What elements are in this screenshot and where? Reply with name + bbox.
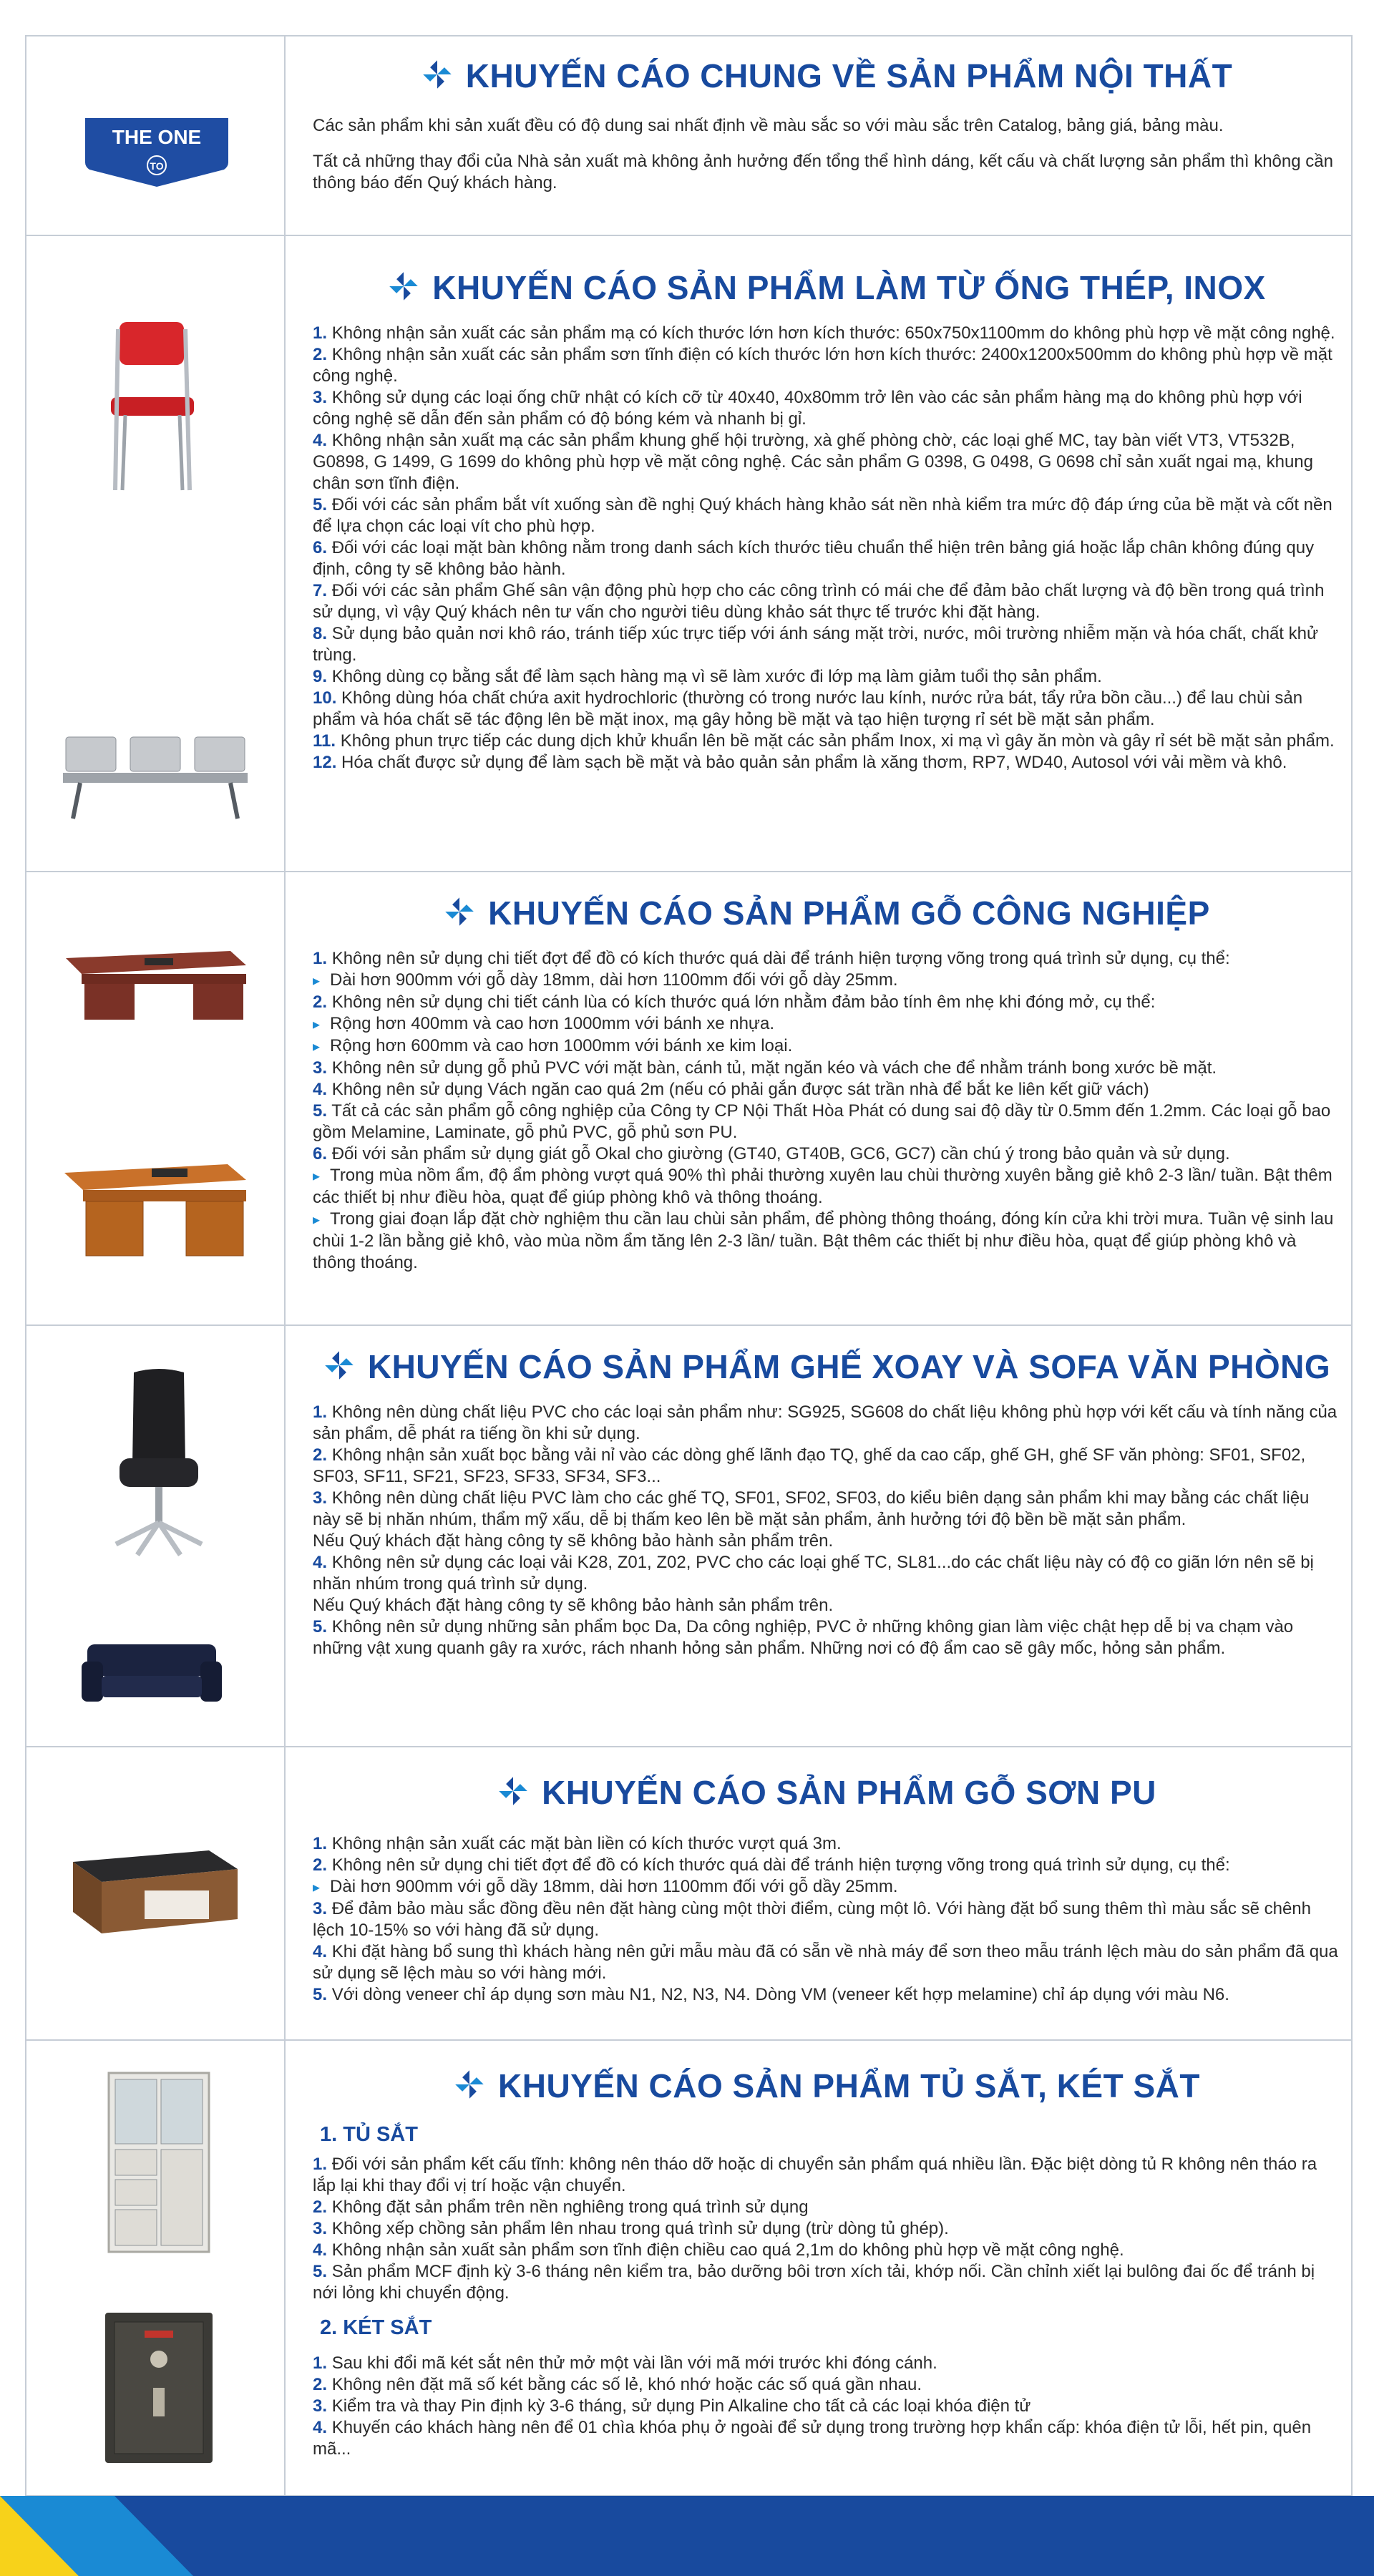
list-subitem: ▸ Rộng hơn 600mm và cao hơn 1000mm với bánh xe kim loại. [313,1036,793,1055]
section-title: KHUYẾN CÁO CHUNG VỀ SẢN PHẨM NỘI THẤT [313,57,1341,95]
pinwheel-icon [444,896,475,927]
list-item: 4. Khi đặt hàng bổ sung thì khách hàng nên gửi mẫu màu đã có sẵn về nhà máy để sơn theo mẫu tránh lệch màu do sản phẩm đã qua sử dụng sẽ lệch màu so với hàng mới. [313,1942,1338,1983]
list-item: 1. Không nên sử dụng chi tiết đợt để đồ có kích thước quá dài để tránh hiện tượng võng trong quá trình sử dụng, cụ thể: [313,949,1230,968]
sofa-image [80,1637,223,1709]
list-subitem: ▸ Dài hơn 900mm với gỗ dầy 18mm, dài hơn 1100mm đối với gỗ dầy 25mm. [313,1877,898,1896]
logo-sub: TO [150,160,164,172]
image-column [26,1326,286,1746]
steel-cabinet-image [105,2069,213,2255]
list-item: 2. Không đặt sản phẩm trên nền nghiêng trong quá trình sử dụng [313,2197,809,2217]
list-item: 4. Không nhận sản xuất sản phẩm sơn tĩnh điện chiều cao quá 2,1m do không phù hợp về mặt công nghệ. [313,2240,1124,2260]
list-item: 7. Đối với các sản phẩm Ghế sân vận động phù hợp cho các công trình có mái che để đảm bảo chất lượng và độ bền trong quá trình sử dụng, vì vậy Quý khách nên tư vấn cho người tiêu dùng khảo sát thực tế trước khi đặt hàng. [313,581,1325,622]
pinwheel-icon [323,1350,355,1381]
section-title: KHUYẾN CÁO SẢN PHẨM TỦ SẮT, KÉT SẮT [313,2067,1341,2105]
image-column [26,36,286,235]
list-item: 11. Không phun trực tiếp các dung dịch khử khuẩn lên bề mặt các sản phẩm Inox, xi mạ vì gây ăn mòn và gây rỉ sét bề mặt sản phẩm. [313,731,1335,751]
image-column [26,1747,286,2039]
note: Nếu Quý khách đặt hàng công ty sẽ không bảo hành sản phẩm trên. [313,1531,834,1551]
list-subitem: ▸ Rộng hơn 400mm và cao hơn 1000mm với bánh xe nhựa. [313,1014,774,1033]
list-item: 1. Sau khi đổi mã két sắt nên thử mở một vài lần với mã mới trước khi đóng cánh. [313,2353,937,2373]
list-item: 9. Không dùng cọ bằng sắt để làm sạch hàng mạ vì sẽ làm xước đi lớp mạ làm giảm tuổi thọ sản phẩm. [313,667,1102,686]
section-title: KHUYẾN CÁO SẢN PHẨM GỖ SƠN PU [313,1773,1341,1812]
list-item: 4. Khuyến cáo khách hàng nên để 01 chìa khóa phụ ở ngoài để sử dụng trong trường hợp khẩn cấp: khóa điện tử lỗi, hết pin, quên mã... [313,2418,1312,2459]
office-desk-image [59,937,252,1023]
section-steel-inox [26,236,1351,872]
list-item: 5. Tất cả các sản phẩm gỗ công nghiệp của Công ty CP Nội Thất Hòa Phát có dung sai độ dầy từ 0.5mm đến 1.2mm. Các loại gỗ bao gồm Melamine, Laminate, gỗ phủ PVC, gỗ phủ sơn PU. [313,1101,1331,1142]
list-item: 5. Sản phẩm MCF định kỳ 3-6 tháng nên kiểm tra, bảo dưỡng bôi trơn xích tải, khớp nối. Cần chỉnh xiết lại bulông đai ốc để tránh bị nới lỏng khi chuyển động. [313,2262,1315,2303]
section-cabinet-safe [26,2041,1351,2497]
list-item: 2. Không nên đặt mã số két bằng các số lẻ, khó nhớ hoặc các số quá gần nhau. [313,2375,922,2394]
arrow-icon: ▸ [313,973,321,989]
list-item: 1. Không nhận sản xuất các mặt bàn liền có kích thước vượt quá 3m. [313,1834,842,1853]
list-item: 4. Không nên sử dụng các loại vải K28, Z01, Z02, PVC cho các loại ghế TC, SL81...do các chất liệu này có độ co giãn lớn nên sẽ bị nhăn nhúm trong quá trình sử dụng. [313,1553,1314,1594]
list-item: 3. Để đảm bảo màu sắc đồng đều nên đặt hàng cùng một thời điểm, cùng một lô. Với hàng đặt bổ sung thêm thì màu sắc sẽ chênh lệch 10-15% so với hàng đã sử dụng. [313,1899,1312,1940]
bottom-decor-band [0,2496,1374,2576]
list-item: 10. Không dùng hóa chất chứa axit hydrochloric (thường có trong nước lau kính, nước rửa bát, tẩy rửa bồn cầu...) để lau chùi sản phẩm và hóa chất sẽ tác động lên bề mặt inox, mạ gây hỏng bề mặt và tạo hiện tượng rỉ sét bề mặt sản phẩm. [313,688,1303,729]
list-item: 3. Không sử dụng các loại ống chữ nhật có kích cỡ từ 40x40, 40x80mm trở lên vào các sản phẩm hàng mạ do không phù hợp với công nghệ sẽ dẫn đến sản phẩm có độ bóng kém và nhanh bị gỉ. [313,388,1302,429]
wood-desk-image [59,1151,252,1259]
list-item: 1. Đối với sản phẩm kết cấu tĩnh: không nên tháo dỡ hoặc di chuyển sản phẩm quá nhiều lần. Đặc biệt dòng tủ R không nên tháo ra lắp lại khi thay đổi vị trí hoặc vận chuyển. [313,2155,1317,2195]
list-item: 5. Với dòng veneer chỉ áp dụng sơn màu N1, N2, N3, N4. Dòng VM (veneer kết hợp melamine) chỉ áp dụng với màu N6. [313,1985,1229,2004]
subheading: 1. TỦ SẮT [320,2123,418,2146]
subheading: 2. KÉT SẮT [320,2316,432,2339]
list-item: 2. Không nên sử dụng chi tiết cánh lùa có kích thước quá lớn nhằm đảm bảo tính êm nhẹ khi đóng mở, cụ thể: [313,992,1156,1012]
section-title: KHUYẾN CÁO SẢN PHẨM LÀM TỪ ỐNG THÉP, INOX [313,268,1341,307]
list-item: 3. Kiểm tra và thay Pin định kỳ 3-6 tháng, sử dụng Pin Alkaline cho tất cả các loại khóa điện tử [313,2396,1031,2416]
arrow-icon: ▸ [313,1017,321,1033]
warnings-page [25,35,1353,2497]
section-general [26,36,1351,236]
list-item: 4. Không nên sử dụng Vách ngăn cao quá 2m (nếu có phải gắn được sát trần nhà để bắt ke liên kết giữ vách) [313,1080,1149,1099]
list-item: 3. Không xếp chồng sản phẩm lên nhau trong quá trình sử dụng (trừ dòng tủ ghép). [313,2219,949,2238]
image-column [26,236,286,871]
arrow-icon: ▸ [313,1169,321,1184]
paragraph: Tất cả những thay đổi của Nhà sản xuất mà không ảnh hưởng đến tổng thể hình dáng, kết cấu và chất lượng sản phẩm thì không cần thông báo đến Quý khách hàng. [313,152,1333,192]
list-subitem: ▸ Trong giai đoạn lắp đặt chờ nghiệm thu cần lau chùi sản phẩm, để phòng thông thoáng, đóng kín cửa khi trời mưa. Tuần vệ sinh lau chùi 1-2 lần bằng giẻ khô, vào mùa nồm ẩm tăng lên 2-3 lần/ tuần. Bật thêm các thiết bị như điều hòa, quạt để giúp phòng khô và thông thoáng. [313,1209,1334,1272]
image-column [26,2041,286,2497]
pinwheel-icon [454,2069,485,2100]
list-item: 5. Đối với các sản phẩm bắt vít xuống sàn đề nghị Quý khách hàng khảo sát nền nhà kiểm tra mức độ đáp ứng của bề mặt và cốt nền để lựa chọn các loại vít cho phù hợp. [313,495,1332,536]
pinwheel-icon [497,1775,529,1807]
safe-box-image [102,2309,216,2467]
paragraph: Các sản phẩm khi sản xuất đều có độ dung sai nhất định về màu sắc so với màu sắc trên Catalog, bảng giá, bảng màu. [313,116,1224,135]
section-title: KHUYẾN CÁO SẢN PHẨM GHẾ XOAY VÀ SOFA VĂN PHÒNG [313,1347,1341,1386]
list-item: 3. Không nên dùng chất liệu PVC làm cho các ghế TQ, SF01, SF02, SF03, do kiểu biên dạng sản phẩm khi may bằng các chất liệu này sẽ bị nhăn nhúm, thẩm mỹ xấu, dễ bị thấm keo lên bề mặt sản phẩm, ảnh hưởng tới độ bền bề mặt sản phẩm. [313,1488,1310,1529]
list-item: 2. Không nhận sản xuất các sản phẩm sơn tĩnh điện có kích thước lớn hơn kích thước: 2400x1200x500mm do không phù hợp về mặt công nghệ. [313,345,1332,386]
pinwheel-icon [388,270,419,302]
list-item: 4. Không nhận sản xuất mạ các sản phẩm khung ghế hội trường, xà ghế phòng chờ, các loại ghế MC, tay bàn viết VT3, VT532B, G0898, G 1499, G 1699 do không phù hợp về mặt công nghệ. Các sản phẩm G 0398, G 0498, G 0698 chỉ sản xuất ngai mạ, khung chân sơn tĩnh điện. [313,431,1313,493]
list-subitem: ▸ Dài hơn 900mm với gỗ dày 18mm, dài hơn 1100mm đối với gỗ dày 25mm. [313,970,898,990]
red-chair-image [91,315,213,494]
waiting-bench-image [59,730,252,823]
coffee-table-image [66,1840,245,1941]
list-item: 2. Không nên sử dụng chi tiết đợt để đồ có kích thước quá dài để tránh hiện tượng võng trong quá trình sử dụng, cụ thể: [313,1855,1230,1875]
pinwheel-icon [422,59,453,90]
list-item: 6. Đối với các loại mặt bàn không nằm trong danh sách kích thước tiêu chuẩn thể hiện trên bảng giá hoặc lắp chân không đúng quy định, công ty sẽ không bảo hành. [313,538,1315,579]
section-pu-wood [26,1747,1351,2041]
the-one-logo [82,115,231,190]
section-office-chair-sofa [26,1326,1351,1747]
office-chair-image [105,1365,213,1566]
list-item: 1. Không nên dùng chất liệu PVC cho các loại sản phẩm như: SG925, SG608 do chất liệu không phù hợp với kết cấu và tính năng của sản phẩm, dễ phát ra tiếng ồn khi sử dụng. [313,1402,1338,1443]
list-item: 3. Không nên sử dụng gỗ phủ PVC với mặt bàn, cánh tủ, mặt ngăn kéo và vách che để nhằm tránh bong xước bề mặt. [313,1058,1217,1078]
list-item: 8. Sử dụng bảo quản nơi khô ráo, tránh tiếp xúc trực tiếp với ánh sáng mặt trời, nước, môi trường nhiễm mặn và hóa chất, chất khử trùng. [313,624,1319,665]
list-item: 12. Hóa chất được sử dụng để làm sạch bề mặt và bảo quản sản phẩm là xăng thơm, RP7, WD40, Autosol với vải mềm và khô. [313,753,1287,772]
arrow-icon: ▸ [313,1880,321,1896]
arrow-icon: ▸ [313,1212,321,1228]
section-industrial-wood [26,872,1351,1326]
list-item: 5. Không nên sử dụng những sản phẩm bọc Da, Da công nghiệp, PVC ở những không gian làm việc chật hẹp dễ bị va chạm vào những vật xung quanh gây ra xước, rách nhanh hỏng sản phẩm. Những nơi có độ ẩm cao sẽ gây mốc, hỏng sản phẩm. [313,1617,1294,1658]
arrow-icon: ▸ [313,1039,321,1055]
list-item: 2. Không nhận sản xuất bọc bằng vải nỉ vào các dòng ghế lãnh đạo TQ, ghế da cao cấp, ghế GH, ghế SF văn phòng: SF01, SF02, SF03, SF11, SF21, SF23, SF33, SF34, SF3... [313,1445,1306,1486]
list-item: 1. Không nhận sản xuất các sản phẩm mạ có kích thước lớn hơn kích thước: 650x750x1100mm do không phù hợp về mặt công nghệ. [313,323,1335,343]
logo-text: THE ONE [112,126,202,148]
image-column [26,872,286,1324]
section-title: KHUYẾN CÁO SẢN PHẨM GỖ CÔNG NGHIỆP [313,894,1341,932]
note: Nếu Quý khách đặt hàng công ty sẽ không bảo hành sản phẩm trên. [313,1596,834,1615]
list-subitem: ▸ Trong mùa nồm ẩm, độ ẩm phòng vượt quá 90% thì phải thường xuyên lau chùi thường xuyên bằng giẻ khô 2-3 lần/ tuần. Bật thêm các thiết bị như điều hòa, quạt để giúp phòng khô và thông thoáng. [313,1166,1332,1207]
list-item: 6. Đối với sản phẩm sử dụng giát gỗ Okal cho giường (GT40, GT40B, GC6, GC7) cần chú ý trong bảo quản và sử dụng. [313,1144,1230,1163]
